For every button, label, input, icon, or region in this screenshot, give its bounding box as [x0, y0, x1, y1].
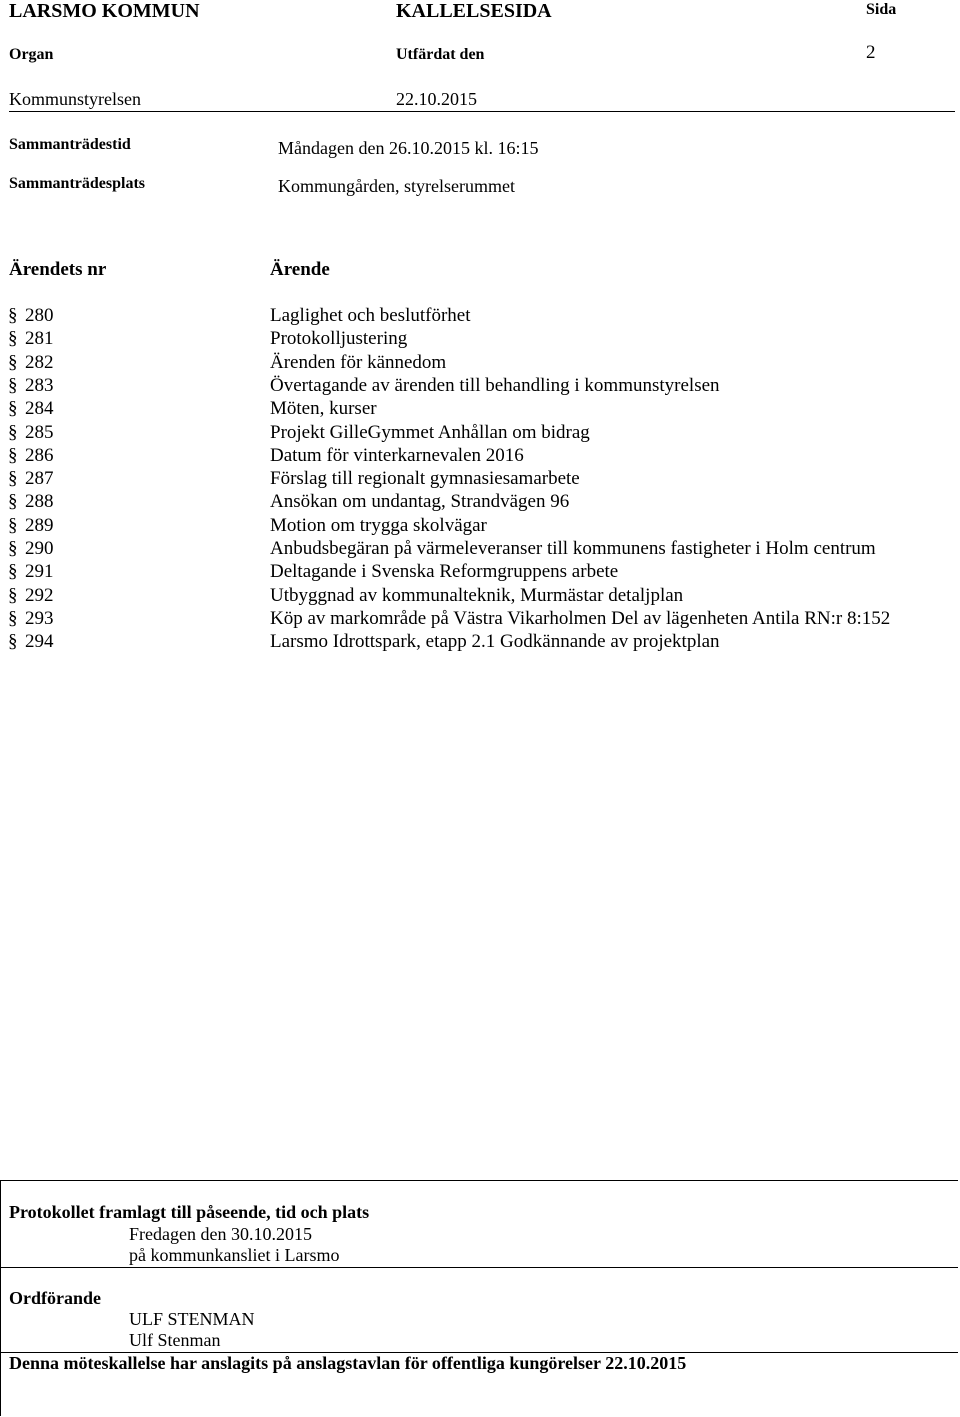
chair-name-caps: ULF STENMAN: [129, 1309, 255, 1329]
document-type: KALLELSESIDA: [396, 0, 552, 22]
agenda-item-number: 287: [25, 468, 54, 490]
agenda-item-number: 289: [25, 514, 54, 536]
agenda-item-number: 281: [25, 328, 54, 350]
organ-value: Kommunstyrelsen: [9, 89, 141, 109]
section-symbol: §: [8, 514, 18, 536]
agenda-item: [8, 305, 948, 328]
page-label: Sida: [866, 1, 897, 18]
section-symbol: §: [8, 491, 18, 513]
agenda-item-title: Laglighet och beslutförhet: [270, 305, 471, 326]
section-symbol: §: [8, 351, 18, 373]
section-symbol: §: [8, 374, 18, 396]
meeting-time-label: Sammanträdestid: [9, 136, 131, 153]
agenda-item-number: 292: [25, 584, 54, 606]
agenda-item-title: Övertagande av ärenden till behandling i kommunstyrelsen: [270, 374, 720, 396]
footer-divider-1: [0, 1267, 958, 1268]
section-symbol: §: [8, 607, 18, 629]
footer-left-border: [0, 1180, 1, 1416]
agenda-item-number: 293: [25, 607, 54, 629]
agenda-item: [8, 422, 948, 445]
agenda-item-title: Larsmo Idrottspark, etapp 2.1 Godkännande av projektplan: [270, 631, 720, 653]
agenda-item: [8, 515, 948, 538]
agenda-item: [8, 352, 948, 375]
agenda-item-number: 282: [25, 351, 54, 373]
chair-name: Ulf Stenman: [129, 1330, 221, 1350]
agenda-item-title: Projekt GilleGymmet Anhållan om bidrag: [270, 421, 590, 443]
agenda-item: [8, 445, 948, 468]
protocol-date: Fredagen den 30.10.2015: [129, 1224, 312, 1244]
agenda-item: [8, 398, 948, 421]
header-divider: [9, 111, 955, 112]
agenda-item: [8, 468, 948, 491]
agenda-item: [8, 561, 948, 584]
agenda-item: [8, 608, 948, 631]
chair-label: Ordförande: [9, 1288, 101, 1308]
organ-label: Organ: [9, 46, 54, 63]
municipality-name: LARSMO KOMMUN: [9, 0, 200, 22]
section-symbol: §: [8, 584, 18, 606]
agenda-item: [8, 538, 948, 561]
meeting-time-value: Måndagen den 26.10.2015 kl. 16:15: [278, 138, 539, 158]
agenda-item-title: Deltagande i Svenska Reformgruppens arbete: [270, 561, 619, 583]
agenda-item-title: Förslag till regionalt gymnasiesamarbete: [270, 468, 580, 490]
section-symbol: §: [8, 468, 18, 490]
agenda-item-number: 294: [25, 631, 54, 653]
agenda-item-number: 286: [25, 444, 54, 466]
agenda-item-title: Möten, kurser: [270, 398, 377, 420]
meeting-place-label: Sammanträdesplats: [9, 175, 146, 192]
meeting-place-value: Kommungården, styrelserummet: [278, 176, 515, 196]
agenda-item-number: 290: [25, 538, 54, 559]
agenda-item-number: 285: [25, 421, 54, 443]
section-symbol: §: [8, 631, 18, 653]
agenda-item-number: 283: [25, 374, 54, 396]
agenda-item-title: Anbudsbegäran på värmeleveranser till kommunens fastigheter i Holm centrum: [270, 538, 876, 559]
section-symbol: §: [8, 328, 18, 350]
agenda-item: [8, 631, 948, 654]
issued-label: Utfärdat den: [396, 46, 485, 63]
protocol-place: på kommunkansliet i Larsmo: [129, 1245, 340, 1265]
agenda-item-title: Ärenden för kännedom: [270, 351, 447, 373]
posting-notice: Denna möteskallelse har anslagits på anslagstavlan för offentliga kungörelser 22.10.2015: [9, 1353, 687, 1373]
agenda-item-title: Datum för vinterkarnevalen 2016: [270, 444, 524, 466]
section-symbol: §: [8, 421, 18, 443]
agenda-item: [8, 491, 948, 514]
section-symbol: §: [8, 444, 18, 466]
agenda-item-title: Köp av markområde på Västra Vikarholmen Del av lägenheten Antila RN:r 8:152: [270, 607, 891, 629]
footer-top-border: [0, 1180, 958, 1181]
agenda-title-header: Ärende: [270, 259, 330, 280]
agenda-item: [8, 328, 948, 351]
agenda-item: [8, 375, 948, 398]
agenda-item-number: 280: [25, 305, 54, 326]
agenda-item-number: 291: [25, 561, 54, 583]
agenda-number-header: Ärendets nr: [9, 259, 107, 280]
agenda-item: [8, 585, 948, 608]
section-symbol: §: [8, 305, 18, 326]
agenda-item-title: Motion om trygga skolvägar: [270, 514, 487, 536]
issued-date: 22.10.2015: [396, 89, 477, 109]
section-symbol: §: [8, 538, 18, 559]
agenda-item-title: Ansökan om undantag, Strandvägen 96: [270, 491, 570, 513]
section-symbol: §: [8, 398, 18, 420]
agenda-item-title: Utbyggnad av kommunalteknik, Murmästar detaljplan: [270, 584, 684, 606]
agenda-item-number: 284: [25, 398, 54, 420]
section-symbol: §: [8, 561, 18, 583]
protocol-heading: Protokollet framlagt till påseende, tid och plats: [9, 1202, 370, 1222]
page-number: 2: [866, 42, 876, 63]
agenda-item-title: Protokolljustering: [270, 328, 408, 350]
agenda-item-number: 288: [25, 491, 54, 513]
